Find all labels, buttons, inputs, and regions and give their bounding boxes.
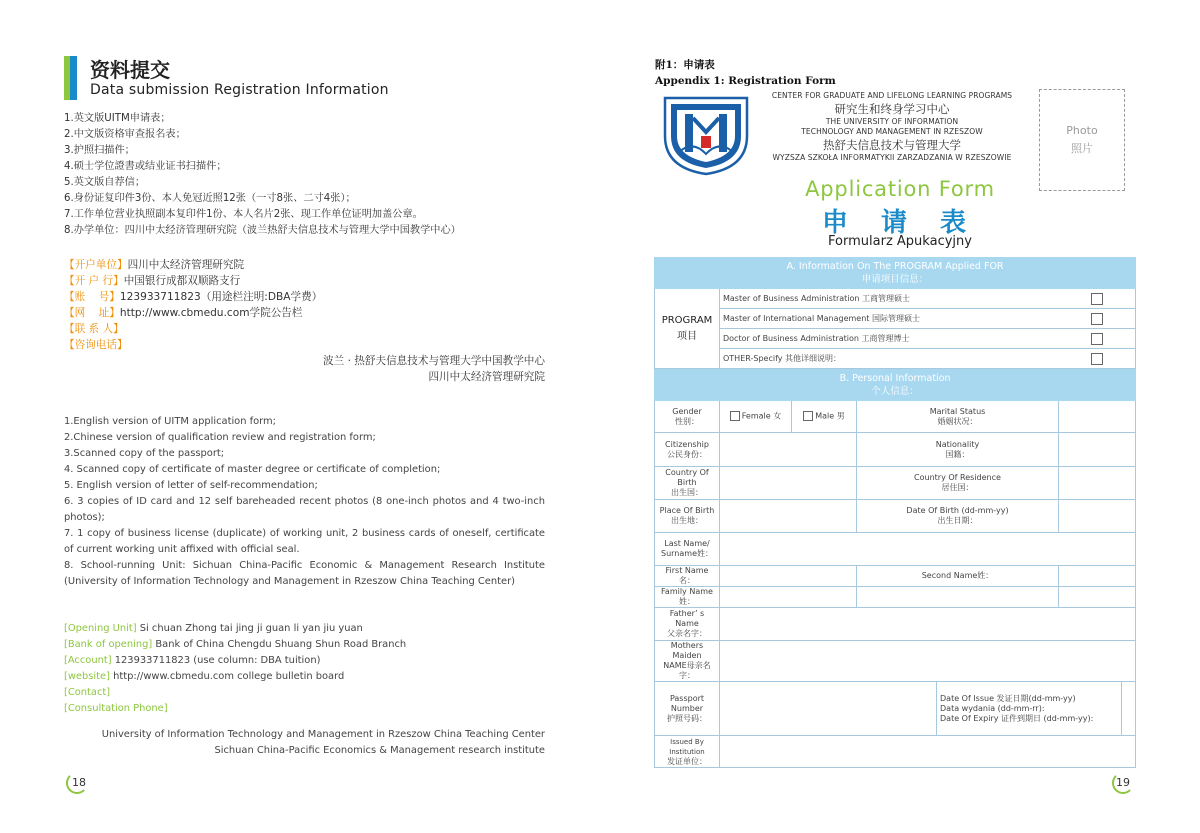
info-value: 123933711823（用途栏注明:DBA学费） [119, 291, 323, 303]
program-option-label: Doctor of Business Administration 工商管理博士 [720, 329, 1059, 349]
form-title-en: Application Form [805, 177, 995, 201]
info-row [64, 669, 564, 685]
citizenship-field[interactable] [720, 433, 857, 467]
info-row [64, 685, 564, 701]
info-value-link[interactable]: http://www.cbmedu.com学院公告栏 [119, 307, 303, 319]
cor-label-zh: 居住国： [941, 483, 974, 492]
section-a-title-zh: 申请项目信息： [861, 274, 929, 285]
program-other-checkbox[interactable] [1091, 353, 1103, 365]
issue-expiry-label [937, 682, 1122, 736]
list-item: 6.身份证复印件3份、本人免冠近照12张（一寸8张、二寸4张）； [64, 193, 356, 204]
gender-male-option[interactable] [792, 401, 857, 433]
last-name-field[interactable] [720, 533, 1136, 566]
section-b-header [655, 369, 1136, 401]
dob-label-zh: 出生日期： [937, 516, 978, 525]
place-of-birth-field[interactable] [720, 500, 857, 533]
passport-label-zh: 护照号码： [667, 713, 707, 723]
signature-line: Sichuan China-Pacific Economics & Management research institute [214, 745, 545, 756]
signature-en [102, 727, 545, 759]
list-item: 7. 1 copy of business license (duplicate) of working unit, 2 business cards of oneself, certificate of current working unit affixed with official seal. [64, 528, 545, 555]
info-value: Bank of China Chengdu Shuang Shun Road Branch [152, 639, 407, 650]
photo-label-en: Photo [1066, 124, 1098, 137]
nationality-field[interactable] [1059, 433, 1136, 467]
info-row [64, 321, 584, 337]
first-name-field[interactable] [720, 566, 857, 587]
info-row [64, 621, 564, 637]
program-option-label: Master of International Management 国际管理硕士 [720, 309, 1059, 329]
country-of-residence-field[interactable] [1059, 467, 1136, 500]
university-name-en: TECHNOLOGY AND MANAGEMENT IN RZESZOW [801, 127, 983, 136]
info-label: 【联 系 人】 [64, 323, 124, 335]
university-name-zh: 热舒夫信息技术与管理大学 [823, 138, 961, 152]
father-name-field[interactable] [720, 608, 1136, 641]
family-name-field[interactable] [720, 587, 857, 608]
program-option-label: OTHER-Specify 其他详细说明： [720, 349, 1059, 369]
nationality-label [857, 433, 1059, 467]
requirements-list-zh [64, 111, 584, 239]
info-row [64, 257, 584, 273]
info-label: 【账 号】 [64, 291, 120, 303]
info-row [64, 653, 564, 669]
female-label: Female 女 [741, 411, 782, 421]
page-title-zh: 资料提交 [90, 58, 170, 82]
section-b-title-zh: 个人信息： [871, 385, 919, 397]
pob-label-en: Place Of Birth [659, 506, 715, 515]
info-row [64, 305, 584, 321]
program-mim-checkbox[interactable] [1091, 313, 1103, 325]
second-name-field[interactable] [1059, 566, 1136, 587]
marital-label-en: Marital Status [929, 406, 986, 416]
section-a-header [655, 258, 1136, 289]
cob-label-zh: 出生国： [671, 488, 703, 497]
list-item: 5.英文版自荐信； [64, 177, 146, 188]
father-name-label [655, 608, 720, 641]
list-item: 4. Scanned copy of certificate of master degree or certificate of completion; [64, 464, 441, 475]
section-b-title-en: B. Personal Information [839, 372, 951, 384]
requirements-list-en [64, 414, 545, 590]
last-name-label [655, 533, 720, 566]
place-of-birth-label [655, 500, 720, 533]
signature-line: 波兰 · 热舒夫信息技术与管理大学中国教学中心 [323, 355, 545, 367]
info-row [64, 289, 584, 305]
country-of-birth-field[interactable] [720, 467, 857, 500]
form-title-zh: 申 请 表 [821, 208, 979, 238]
info-value: 四川中太经济管理研究院 [127, 259, 245, 271]
page-title-en: Data submission Registration Information [90, 82, 389, 98]
list-item: 2.Chinese version of qualification review and registration form; [64, 432, 376, 443]
country-of-residence-label [857, 467, 1059, 500]
issued-by-label-zh: 发证单位： [667, 756, 707, 766]
center-name-en: CENTER FOR GRADUATE AND LIFELONG LEARNING PROGRAMS [771, 91, 1013, 100]
last-name-label-en: Last Name/ [664, 539, 710, 548]
issued-by-field[interactable] [720, 736, 1136, 768]
date-of-expiry-label: Date Of Expiry 证件到期日 (dd-mm-yy): [940, 713, 1094, 723]
info-row [64, 337, 584, 353]
list-item: 7.工作单位营业执照副本复印件1份、本人名片2张、现工作单位证明加盖公章。 [64, 209, 423, 220]
list-item: 1.English version of UITM application form; [64, 416, 276, 427]
university-logo-icon [663, 96, 749, 176]
gender-label-zh: 性别： [675, 416, 699, 426]
university-name-en: THE UNIVERSITY OF INFORMATION [825, 117, 959, 126]
info-row [64, 701, 564, 717]
contact-info-en [64, 621, 564, 717]
title-accent-blue [70, 56, 77, 100]
info-label: [Consultation Phone] [64, 703, 168, 714]
marital-label-zh: 婚姻状况： [937, 416, 978, 426]
pob-label-zh: 出生地： [671, 516, 703, 525]
info-row [64, 637, 564, 653]
marital-field[interactable] [1059, 401, 1136, 433]
page-number: 19 [1116, 776, 1130, 789]
nationality-label-zh: 国籍： [945, 449, 970, 459]
family-name-extra-field[interactable] [857, 587, 1059, 608]
appendix-title-en: Appendix 1: Registration Form [655, 75, 836, 87]
university-name-pl: WYZSZA SZKOŁA INFORMATYKII ZARZADZANIA W RZESZOWIE [772, 153, 1012, 162]
photo-label-zh: 照片 [1071, 142, 1093, 155]
marital-label [857, 401, 1059, 433]
list-item: 3.Scanned copy of the passport; [64, 448, 225, 459]
info-label: [Bank of opening] [64, 639, 153, 650]
gender-female-option[interactable] [720, 401, 792, 433]
mother-name-field[interactable] [720, 641, 1136, 682]
program-label-en: PROGRAM [661, 314, 713, 326]
gender-label-en: Gender [672, 406, 702, 416]
family-name-label: Family Name姓： [655, 587, 720, 608]
list-item: 4.硕士学位證書或结业证书扫描件； [64, 161, 227, 172]
dob-label-en: Date Of Birth (dd-mm-yy) [906, 506, 1009, 515]
mother-label-en: Mothers Maiden [670, 641, 704, 660]
passport-label [655, 682, 720, 736]
info-label: 【咨询电话】 [64, 339, 128, 351]
info-value: 中国银行成都双顺路支行 [123, 275, 241, 287]
university-header [753, 91, 1031, 163]
country-of-birth-label [655, 467, 720, 500]
info-label: [Account] [64, 655, 112, 666]
form-title-pl: Formularz Apukacyjny [828, 234, 972, 249]
appendix-title-zh: 附1：申请表 [655, 59, 715, 71]
citizenship-label-en: Citizenship [665, 439, 709, 449]
gender-label [655, 401, 720, 433]
second-name-label: Second Name姓： [857, 566, 1059, 587]
passport-number-field[interactable] [720, 682, 937, 736]
checkbox-icon [730, 411, 740, 421]
citizenship-label-zh: 公民身份： [667, 449, 707, 459]
info-value-link[interactable]: http://www.cbmedu.com college bulletin board [109, 671, 345, 682]
list-item: 5. English version of letter of self-recommendation; [64, 480, 318, 491]
program-option-label: Master of Business Administration 工商管理硕士 [720, 289, 1059, 309]
date-of-birth-label [857, 500, 1059, 533]
info-row [64, 273, 584, 289]
application-form [654, 257, 1136, 768]
first-name-label: First Name名： [655, 566, 720, 587]
center-name-zh: 研究生和终身学习中心 [834, 102, 950, 116]
last-name-label-zh: Surname姓： [661, 549, 713, 558]
issued-by-label [655, 736, 720, 768]
family-name-extra-field[interactable] [1059, 587, 1136, 608]
father-label-zh: 父亲名字： [667, 629, 707, 638]
info-label: 【网 址】 [64, 307, 120, 319]
program-dba-checkbox[interactable] [1091, 333, 1103, 345]
list-item: 2.中文版资格审查报名表； [64, 129, 186, 140]
signature-line: University of Information Technology and Management in Rzeszow China Teaching Center [101, 729, 545, 740]
date-of-issue-pl-label: Data wydania (dd-mm-rr): [940, 703, 1045, 713]
info-value: 123933711823 (use column: DBA tuition) [111, 655, 321, 666]
signature-zh [323, 353, 545, 385]
info-label: [Opening Unit] [64, 623, 137, 634]
date-of-issue-label: Date Of Issue 发证日期(dd-mm-yy) [940, 693, 1076, 703]
passport-label-en: Passport Number [669, 693, 705, 713]
issue-expiry-field[interactable] [1122, 682, 1136, 736]
list-item: 1.英文版UITM申请表； [64, 113, 171, 124]
info-label: [Contact] [64, 687, 111, 698]
info-label: 【开 户 行】 [64, 275, 124, 287]
page-number: 18 [72, 776, 86, 789]
list-item: 6. 3 copies of ID card and 12 self bareheaded recent photos (8 one-inch photos and 4 two-inch photos); [64, 496, 545, 523]
list-item: 3.护照扫描件； [64, 145, 135, 156]
contact-info-zh [64, 257, 584, 353]
date-of-birth-field[interactable] [1059, 500, 1136, 533]
mother-label-zh: NAME母亲名字： [663, 661, 711, 680]
program-mba-checkbox[interactable] [1091, 293, 1103, 305]
cob-label-en: Country Of Birth [665, 468, 709, 487]
male-label: Male 男 [815, 411, 845, 421]
info-value: Si chuan Zhong tai jing ji guan li yan jiu yuan [136, 623, 363, 634]
signature-line: 四川中太经济管理研究院 [428, 371, 545, 383]
program-label-zh: 项目 [677, 330, 697, 342]
section-a-title-en: A. Information On The PROGRAM Applied FOR [786, 261, 1004, 272]
father-label-en: Father’ s Name [669, 609, 705, 628]
photo-placeholder[interactable] [1039, 89, 1125, 191]
cor-label-en: Country Of Residence [914, 473, 1001, 482]
list-item: 8. School-running Unit: Sichuan China-Pacific Economic & Management Research Institute (University of Information Technology and Management in Rzeszow China Teaching Center) [64, 560, 545, 587]
citizenship-label [655, 433, 720, 467]
list-item: 8.办学单位：四川中太经济管理研究院（波兰热舒夫信息技术与管理大学中国教学中心） [64, 225, 461, 236]
mother-name-label [655, 641, 720, 682]
checkbox-icon [803, 411, 813, 421]
issued-by-label-en: Issued By Institution [669, 737, 705, 756]
info-label: 【开户单位】 [64, 259, 128, 271]
info-label: [website] [64, 671, 110, 682]
nationality-label-en: Nationality [935, 439, 980, 449]
program-label [655, 289, 720, 369]
